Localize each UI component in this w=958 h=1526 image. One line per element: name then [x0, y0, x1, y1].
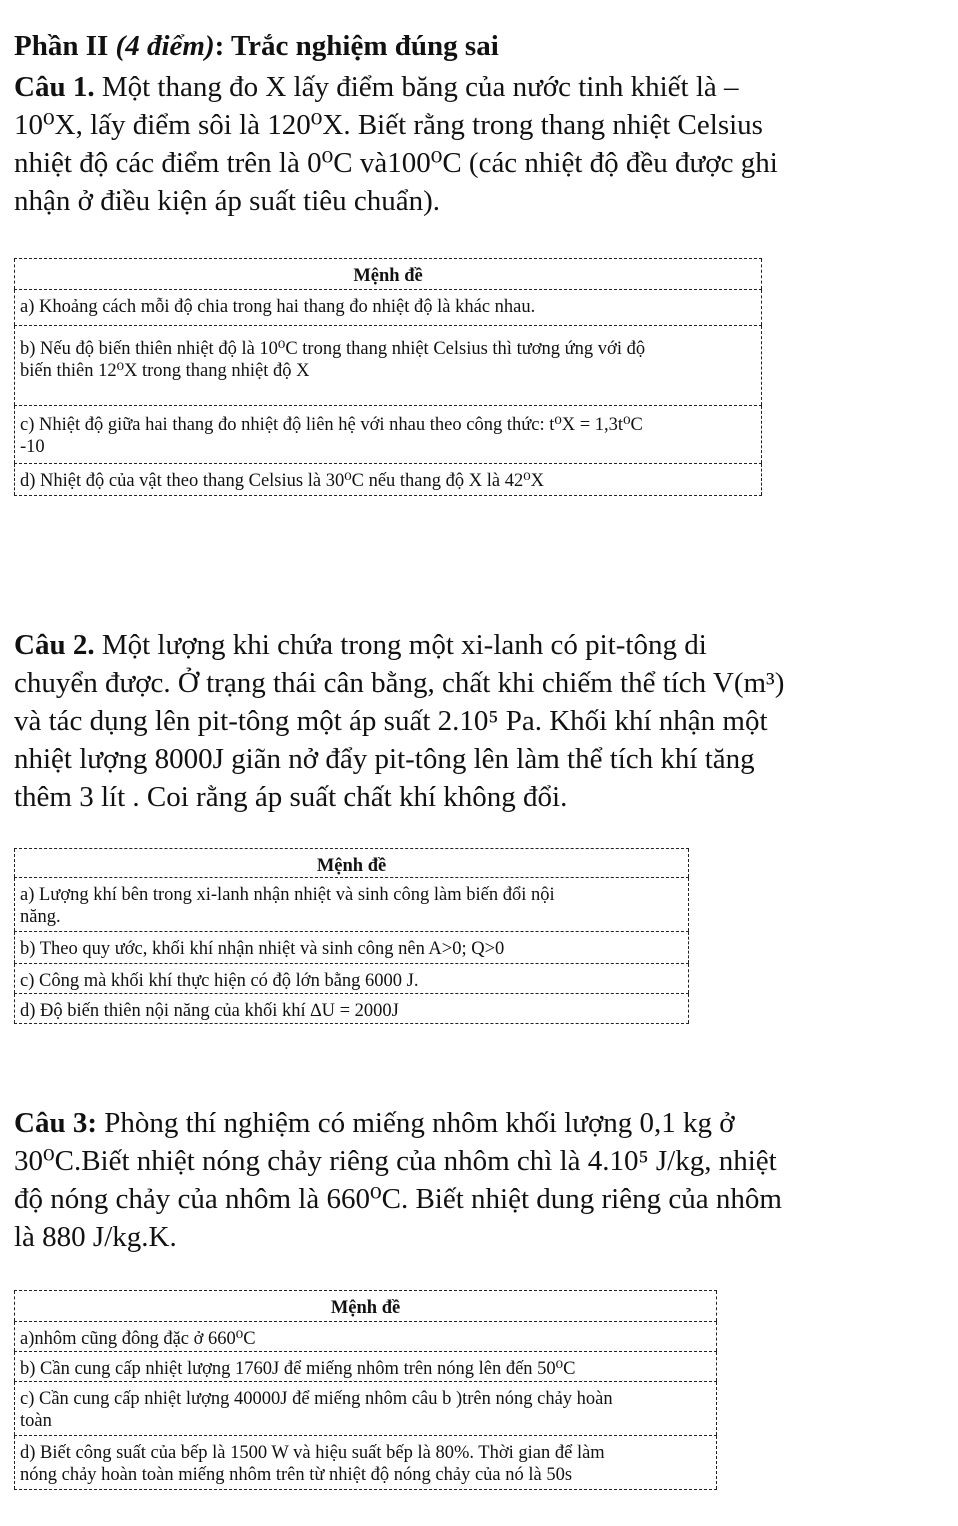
question-line: độ nóng chảy của nhôm là 660⁰C. Biết nhiệt dung riêng của nhôm [14, 1183, 782, 1215]
table-header: Mệnh đề [14, 1290, 717, 1322]
statement-table-q2 [14, 848, 689, 1024]
table-header: Mệnh đề [14, 848, 689, 878]
statement-row: b) Nếu độ biến thiên nhiệt độ là 10⁰C trong thang nhiệt Celsius thì tương ứng với độ biến thiên 12⁰X trong thang nhiệt độ X [14, 326, 762, 406]
question-2-text [14, 626, 894, 816]
table-header: Mệnh đề [14, 258, 762, 290]
statement-row: b) Cần cung cấp nhiệt lượng 1760J để miếng nhôm trên nóng lên đến 50⁰C [14, 1352, 717, 1382]
section-title-label: Phần II [14, 30, 109, 62]
statement-row: a) Lượng khí bên trong xi-lanh nhận nhiệt và sinh công làm biến đổi nội năng. [14, 878, 689, 932]
question-line: là 880 J/kg.K. [14, 1221, 177, 1253]
question-line: 10⁰X, lấy điểm sôi là 120⁰X. Biết rằng trong thang nhiệt Celsius [14, 109, 763, 141]
section-points: (4 điểm) [108, 30, 215, 62]
section-title-suffix: : Trắc nghiệm đúng sai [214, 30, 499, 62]
question-line: và tác dụng lên pit-tông một áp suất 2.10⁵ Pa. Khối khí nhận một [14, 705, 768, 737]
statement-row: a)nhôm cũng đông đặc ở 660⁰C [14, 1322, 717, 1352]
statement-row: c) Công mà khối khí thực hiện có độ lớn bằng 6000 J. [14, 964, 689, 994]
statement-table-q3 [14, 1290, 717, 1490]
question-line: thêm 3 lít . Coi rằng áp suất chất khí không đổi. [14, 781, 568, 813]
statement-table-q1 [14, 258, 762, 496]
statement-row: d) Biết công suất của bếp là 1500 W và hiệu suất bếp là 80%. Thời gian để làm nóng chảy hoàn toàn miếng nhôm trên từ nhiệt độ nóng chảy của nó là 50s [14, 1436, 717, 1490]
statement-row: a) Khoảng cách mỗi độ chia trong hai thang đo nhiệt độ là khác nhau. [14, 290, 762, 326]
question-line: 30⁰C.Biết nhiệt nóng chảy riêng của nhôm chì là 4.10⁵ J/kg, nhiệt [14, 1145, 777, 1177]
statement-row: d) Độ biến thiên nội năng của khối khí ∆U = 2000J [14, 994, 689, 1024]
question-line: Câu 1. Một thang đo X lấy điểm băng của nước tinh khiết là – [14, 71, 739, 103]
question-line: Câu 2. Một lượng khi chứa trong một xi-lanh có pit-tông di [14, 629, 707, 661]
statement-row: b) Theo quy ước, khối khí nhận nhiệt và sinh công nên A>0; Q>0 [14, 932, 689, 964]
statement-row: d) Nhiệt độ của vật theo thang Celsius là 30⁰C nếu thang độ X là 42⁰X [14, 464, 762, 496]
statement-row: c) Cần cung cấp nhiệt lượng 40000J để miếng nhôm câu b )trên nóng chảy hoàn toàn [14, 1382, 717, 1436]
question-label: Câu 3: [14, 1107, 97, 1139]
question-line: nhiệt độ các điểm trên là 0⁰C và100⁰C (các nhiệt độ đều được ghi [14, 147, 778, 179]
section-title [14, 30, 499, 63]
question-line: Câu 3: Phòng thí nghiệm có miếng nhôm khối lượng 0,1 kg ở [14, 1107, 735, 1139]
statement-row: c) Nhiệt độ giữa hai thang đo nhiệt độ liên hệ với nhau theo công thức: t⁰X = 1,3t⁰C -10 [14, 406, 762, 464]
question-3-text [14, 1104, 894, 1256]
question-label: Câu 1. [14, 71, 95, 103]
question-line: chuyển được. Ở trạng thái cân bằng, chất khi chiếm thể tích V(m³) [14, 667, 785, 699]
question-1-text [14, 68, 894, 220]
question-label: Câu 2. [14, 629, 95, 661]
question-line: nhiệt lượng 8000J giãn nở đẩy pit-tông lên làm thể tích khí tăng [14, 743, 755, 775]
question-line: nhận ở điều kiện áp suất tiêu chuẩn). [14, 185, 441, 217]
